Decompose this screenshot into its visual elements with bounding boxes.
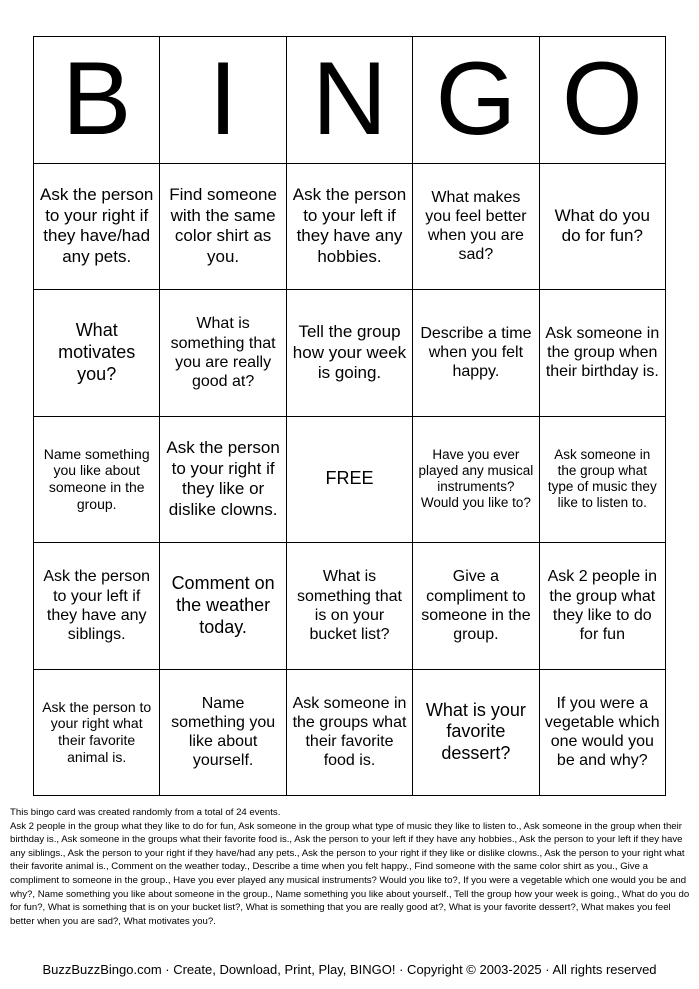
bingo-square: What is your favorite dessert? <box>413 670 539 797</box>
header-letter-i: I <box>160 37 286 164</box>
bingo-square: Ask someone in the group what type of music they like to listen to. <box>540 417 666 544</box>
event-list <box>10 806 690 928</box>
header-letter-b: B <box>34 37 160 164</box>
bingo-card <box>33 36 666 796</box>
event-list-text: Ask 2 people in the group what they like to do for fun, Ask someone in the group what type of music they like to listen to., Ask someone in the group when their birthday is., Ask someone in the groups what their favorite food is., Ask the person to your left if they have any hobbies., Ask the person to your left if they have any siblings., Ask the person to your right if they have/had any pets., Ask the person to your right if they like or dislike clowns., Ask the person to your right what their favorite animal is., Comment on the weather today., Describe a time when you felt happy., Find someone with the same color shirt as you., Give a compliment to someone in the group., Have you ever played any musical instruments? Would you like to?, If you were a vegetable which one would you be and why?, Name something you like about someone in the group., Name something you like about yourself., Tell the group how your week is going., What do you do for fun?, What is something that is on your bucket list?, What is something that you are really good at?, What is your favorite dessert?, What makes you feel better when you are sad?, What motivates you?. <box>10 820 690 927</box>
footer-copyright: BuzzBuzzBingo.com · Create, Download, Print, Play, BINGO! · Copyright © 2003-2025 · All rights reserved <box>42 962 657 977</box>
header-letter-n: N <box>287 37 413 164</box>
bingo-square: Have you ever played any musical instruments? Would you like to? <box>413 417 539 544</box>
bingo-square: Ask the person to your left if they have any hobbies. <box>287 164 413 291</box>
bingo-square: What do you do for fun? <box>540 164 666 291</box>
bingo-square: What motivates you? <box>34 290 160 417</box>
bingo-square: Comment on the weather today. <box>160 543 286 670</box>
header-letter-g: G <box>413 37 539 164</box>
bingo-square: Name something you like about someone in the group. <box>34 417 160 544</box>
event-count-note: This bingo card was created randomly from a total of 24 events. <box>10 807 281 818</box>
bingo-square: Ask the person to your right if they like or dislike clowns. <box>160 417 286 544</box>
header-letter-o: O <box>540 37 666 164</box>
bingo-square: What makes you feel better when you are sad? <box>413 164 539 291</box>
bingo-square: Name something you like about yourself. <box>160 670 286 797</box>
free-square: FREE <box>287 417 413 544</box>
bingo-square: Ask the person to your right what their favorite animal is. <box>34 670 160 797</box>
bingo-square: Find someone with the same color shirt as you. <box>160 164 286 291</box>
bingo-square: Ask someone in the groups what their favorite food is. <box>287 670 413 797</box>
bingo-square: Describe a time when you felt happy. <box>413 290 539 417</box>
bingo-square: Give a compliment to someone in the group. <box>413 543 539 670</box>
bingo-square: Ask someone in the group when their birthday is. <box>540 290 666 417</box>
bingo-square: If you were a vegetable which one would you be and why? <box>540 670 666 797</box>
bingo-square: Ask the person to your left if they have any siblings. <box>34 543 160 670</box>
bingo-square: Tell the group how your week is going. <box>287 290 413 417</box>
bingo-square: Ask the person to your right if they have/had any pets. <box>34 164 160 291</box>
bingo-square: Ask 2 people in the group what they like to do for fun <box>540 543 666 670</box>
bingo-square: What is something that is on your bucket list? <box>287 543 413 670</box>
bingo-square: What is something that you are really good at? <box>160 290 286 417</box>
